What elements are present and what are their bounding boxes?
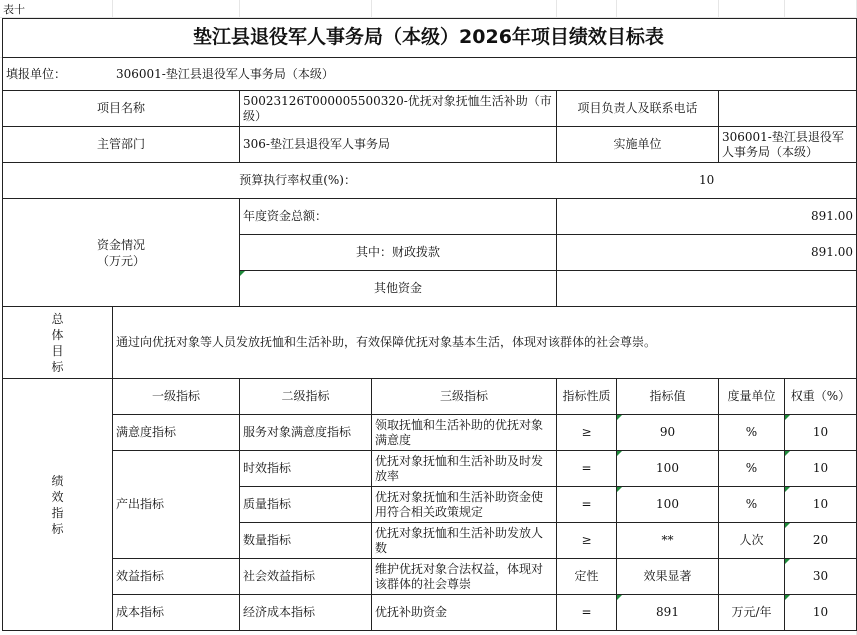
indicator-level3: 维护优抚对象合法权益，体现对该群体的社会尊崇: [375, 561, 544, 591]
indicator-nature: =: [581, 461, 592, 475]
table-border: [2, 18, 856, 19]
cell-marker: [785, 559, 790, 564]
indicator-unit: %: [745, 461, 758, 475]
indicator-level3: 优抚补助资金: [375, 605, 448, 619]
header-nature: 指标性质: [562, 389, 611, 403]
group-benefit: 效益指标: [116, 569, 165, 583]
gridline: [718, 0, 719, 18]
indicator-unit: %: [745, 425, 758, 439]
indicator-weight: 10: [812, 605, 829, 619]
indicator-level2: 质量指标: [243, 497, 292, 511]
group-output: 产出指标: [116, 497, 165, 511]
goal-label-char: 标: [51, 359, 64, 374]
goal-label-char: 目: [51, 343, 64, 358]
indicator-weight: 20: [812, 533, 829, 547]
indicator-level2: 服务对象满意度指标: [243, 425, 352, 439]
cell-marker: [617, 487, 622, 492]
cell-marker: [785, 451, 790, 456]
cell-marker: [240, 271, 245, 276]
impl-value: 306001-垫江县退役军人事务局（本级）: [722, 129, 844, 159]
indicator-weight: 10: [812, 461, 829, 475]
indicator-level2: 时效指标: [243, 461, 292, 475]
funds-other-label: 其他资金: [373, 281, 422, 295]
performance-label-char: 指: [51, 505, 64, 520]
indicator-value: 891: [656, 605, 679, 619]
funds-total-label: 年度资金总额：: [243, 209, 328, 223]
budget-weight-label: 预算执行率权重(%)：: [239, 173, 356, 187]
goal-label-char: 体: [51, 327, 64, 342]
performance-label: [3, 379, 112, 630]
gridline: [371, 0, 372, 18]
funds-label: [3, 199, 239, 306]
cell-marker: [785, 415, 790, 420]
impl-label: 实施单位: [613, 137, 662, 151]
indicator-level2: 经济成本指标: [243, 605, 316, 619]
funds-label-line2: （万元）: [96, 253, 145, 268]
header-level3: 三级指标: [439, 389, 488, 403]
header-value: 指标值: [649, 389, 686, 403]
indicator-unit: %: [745, 497, 758, 511]
indicator-level3: 领取抚恤和生活补助的优抚对象满意度: [375, 417, 544, 447]
indicator-value: 100: [656, 497, 679, 511]
cell-marker: [785, 595, 790, 600]
indicator-value: **: [661, 533, 674, 547]
unit-label: 填报单位：: [6, 66, 67, 81]
dept-label: 主管部门: [96, 137, 145, 151]
goal-label: [3, 307, 112, 378]
gridline: [239, 0, 240, 18]
indicator-weight: 10: [812, 497, 829, 511]
performance-label-char: 标: [51, 521, 64, 536]
indicator-weight: 10: [812, 425, 829, 439]
funds-other-value: [557, 271, 856, 306]
group-cost: 成本指标: [116, 605, 165, 619]
table-border: [2, 630, 856, 631]
goal-text: 通过向优抚对象等人员发放抚恤和生活补助，有效保障优抚对象基本生活，体现对该群体的社会尊崇。: [116, 335, 657, 349]
indicator-level2: 社会效益指标: [243, 569, 316, 583]
group-satisfaction: 满意度指标: [116, 425, 177, 439]
budget-weight-value: 10: [699, 173, 715, 187]
indicator-value: 效果显著: [643, 569, 692, 583]
cell-marker: [617, 451, 622, 456]
project-name-label: 项目名称: [96, 101, 145, 115]
indicator-level2: 数量指标: [243, 533, 292, 547]
gridline: [784, 0, 785, 18]
gridline: [616, 0, 617, 18]
cell-marker: [617, 415, 622, 420]
indicator-level3: 优抚对象抚恤和生活补助发放人数: [375, 525, 544, 555]
indicator-value: 90: [659, 425, 676, 439]
header-level1: 一级指标: [151, 389, 200, 403]
performance-label-char: 效: [51, 489, 64, 504]
indicator-unit: [719, 559, 784, 594]
indicator-value: 100: [656, 461, 679, 475]
sheet-tag: 表十: [3, 2, 25, 16]
project-owner-label: 项目负责人及联系电话: [577, 101, 698, 115]
project-name-value: 50023126T000005500320-优抚对象抚恤生活补助（市级）: [243, 93, 552, 123]
indicator-nature: =: [581, 497, 592, 511]
project-owner-value: [719, 91, 856, 126]
indicator-nature: ≥: [581, 425, 592, 439]
unit-value: 306001-垫江县退役军人事务局（本级）: [116, 66, 334, 81]
cell-marker: [785, 487, 790, 492]
indicator-weight: 30: [812, 569, 829, 583]
indicator-unit: 人次: [739, 533, 764, 547]
funds-label-line1: 资金情况: [96, 237, 145, 252]
indicator-level3: 优抚对象抚恤和生活补助及时发放率: [375, 453, 544, 483]
indicator-nature: =: [581, 605, 592, 619]
indicator-nature: 定性: [574, 569, 599, 583]
header-level2: 二级指标: [281, 389, 330, 403]
indicator-level3: 优抚对象抚恤和生活补助资金使用符合相关政策规定: [375, 489, 544, 519]
funds-total-value: 891.00: [811, 209, 853, 223]
indicator-nature: ≥: [581, 533, 592, 547]
cell-marker: [617, 595, 622, 600]
indicator-unit: 万元/年: [731, 605, 772, 619]
header-weight: 权重（%）: [790, 389, 851, 403]
funds-fiscal-label: 其中：财政拨款: [355, 245, 440, 259]
gridline: [556, 0, 557, 18]
header-unit: 度量单位: [727, 389, 776, 403]
goal-label-char: 总: [51, 311, 64, 326]
gridline: [112, 0, 113, 18]
page-title: 垫江县退役军人事务局（本级）2026年项目绩效目标表: [193, 25, 664, 48]
funds-fiscal-value: 891.00: [811, 245, 853, 259]
cell-marker: [785, 523, 790, 528]
performance-label-char: 绩: [51, 473, 64, 488]
dept-value: 306-垫江县退役军人事务局: [243, 137, 390, 151]
